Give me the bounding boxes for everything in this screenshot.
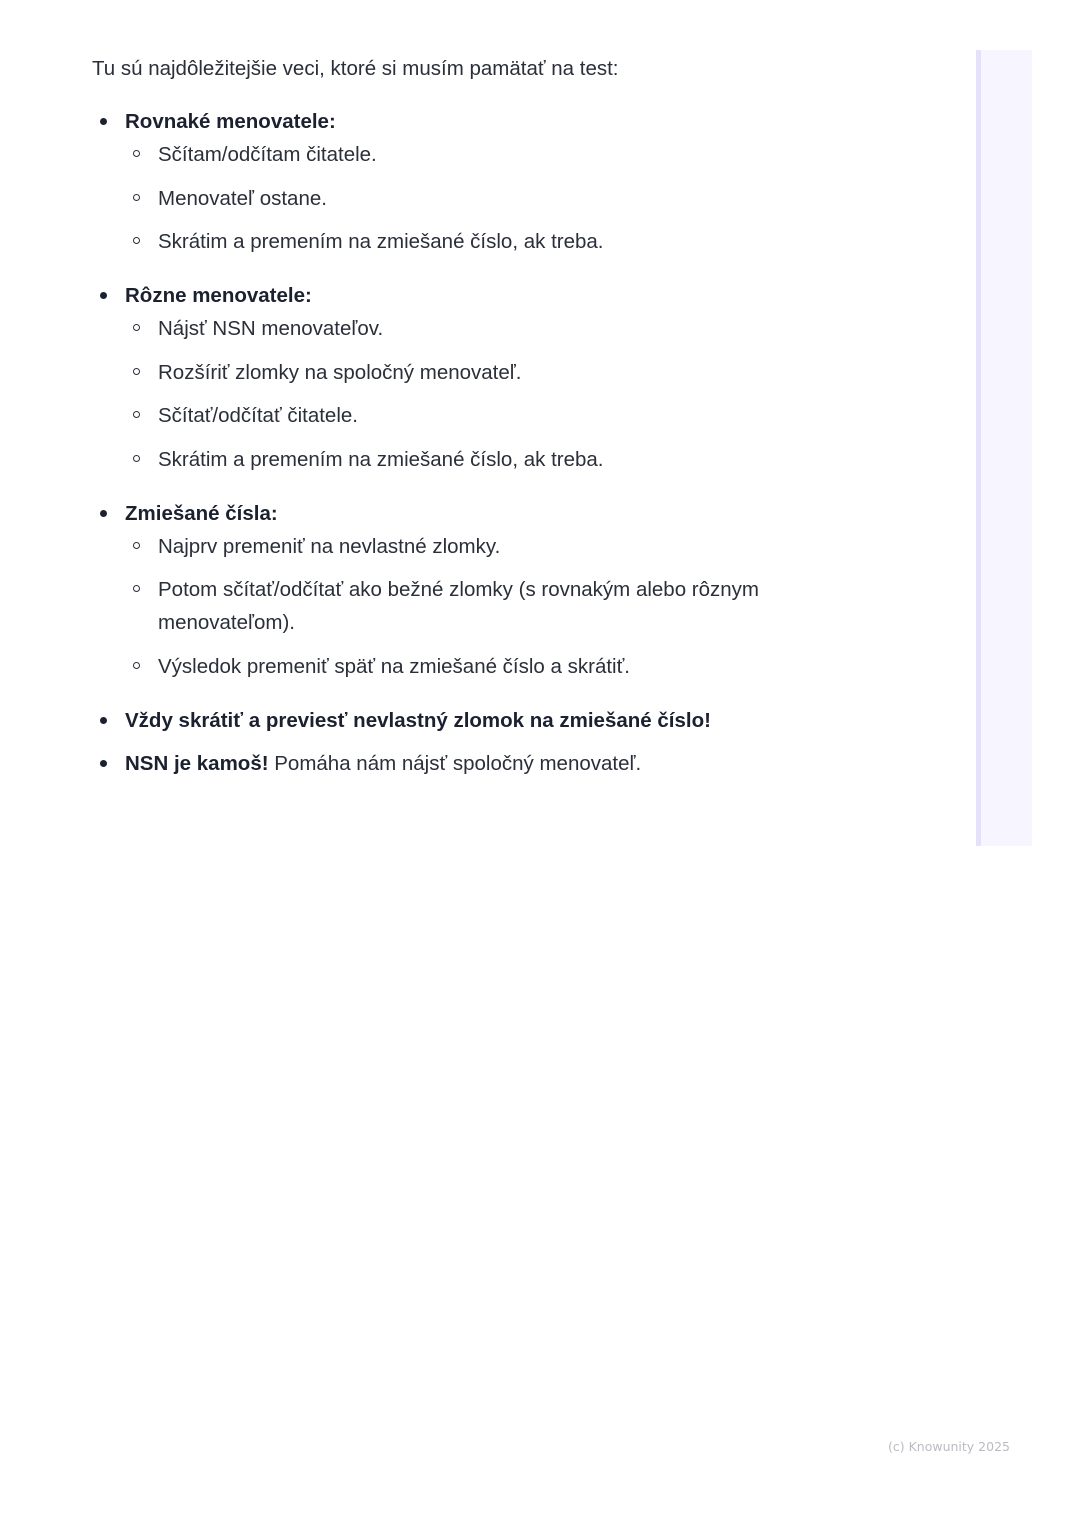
sub-item-text: Výsledok premeniť späť na zmiešané číslo a skrátiť.	[158, 654, 630, 678]
circle-bullet-icon	[133, 662, 140, 669]
sub-list-item	[125, 182, 852, 215]
sub-item-text: Sčítam/odčítam čitatele.	[158, 143, 377, 166]
sub-item-text: Sčítať/odčítať čitatele.	[158, 404, 358, 427]
sub-list-item	[125, 356, 852, 389]
sub-item-text: Nájsť NSN menovateľov.	[158, 317, 384, 340]
tip-bold-text: NSN je kamoš!	[125, 751, 269, 775]
sub-item-text: Menovateľ ostane.	[158, 186, 327, 210]
sub-list-item	[125, 225, 852, 258]
sub-list-item	[125, 312, 852, 345]
list-item-different-denominators	[92, 279, 852, 476]
sub-item-text: Najprv premeniť na nevlastné zlomky.	[158, 534, 501, 558]
section-heading: Rovnaké menovatele:	[125, 110, 336, 133]
reminder-text: Vždy skrátiť a previesť nevlastný zlomok na zmiešané číslo!	[125, 708, 711, 732]
list-item-tip	[92, 747, 852, 780]
sub-item-text: Potom sčítať/odčítať ako bežné zlomky (s rovnakým alebo rôznym menovateľom).	[158, 578, 760, 634]
bullet-icon	[100, 118, 107, 125]
sub-item-text: Rozšíriť zlomky na spoločný menovateľ.	[158, 360, 522, 384]
circle-bullet-icon	[133, 194, 140, 201]
bullet-icon	[100, 510, 107, 517]
circle-bullet-icon	[133, 368, 140, 375]
sub-item-text: Skrátim a premením na zmiešané číslo, ak treba.	[158, 230, 604, 253]
circle-bullet-icon	[133, 455, 140, 462]
sub-list	[125, 312, 852, 476]
circle-bullet-icon	[133, 150, 140, 157]
bullet-icon	[100, 292, 107, 299]
bullet-icon	[100, 760, 107, 767]
sub-list-item	[125, 573, 852, 639]
side-panel	[976, 50, 1032, 846]
circle-bullet-icon	[133, 411, 140, 418]
list-item-reminder	[92, 704, 852, 737]
document-body	[92, 52, 852, 801]
sub-list-item	[125, 443, 852, 476]
circle-bullet-icon	[133, 324, 140, 331]
summary-list	[92, 105, 852, 780]
tip-text: Pomáha nám nájsť spoločný menovateľ.	[268, 751, 642, 775]
copyright-footer: (c) Knowunity 2025	[888, 1439, 1010, 1454]
sub-list-item	[125, 138, 852, 171]
circle-bullet-icon	[133, 237, 140, 244]
section-heading: Rôzne menovatele:	[125, 284, 312, 307]
section-heading: Zmiešané čísla:	[125, 501, 278, 525]
list-item-same-denominators	[92, 105, 852, 258]
list-item-mixed-numbers	[92, 497, 852, 683]
sub-list	[125, 530, 852, 683]
sub-list-item	[125, 650, 852, 683]
sub-list-item	[125, 530, 852, 563]
circle-bullet-icon	[133, 585, 140, 592]
sub-list-item	[125, 399, 852, 432]
bullet-icon	[100, 717, 107, 724]
intro-text: Tu sú najdôležitejšie veci, ktoré si musím pamätať na test:	[92, 57, 619, 80]
sub-list	[125, 138, 852, 258]
circle-bullet-icon	[133, 542, 140, 549]
sub-item-text: Skrátim a premením na zmiešané číslo, ak treba.	[158, 447, 604, 471]
